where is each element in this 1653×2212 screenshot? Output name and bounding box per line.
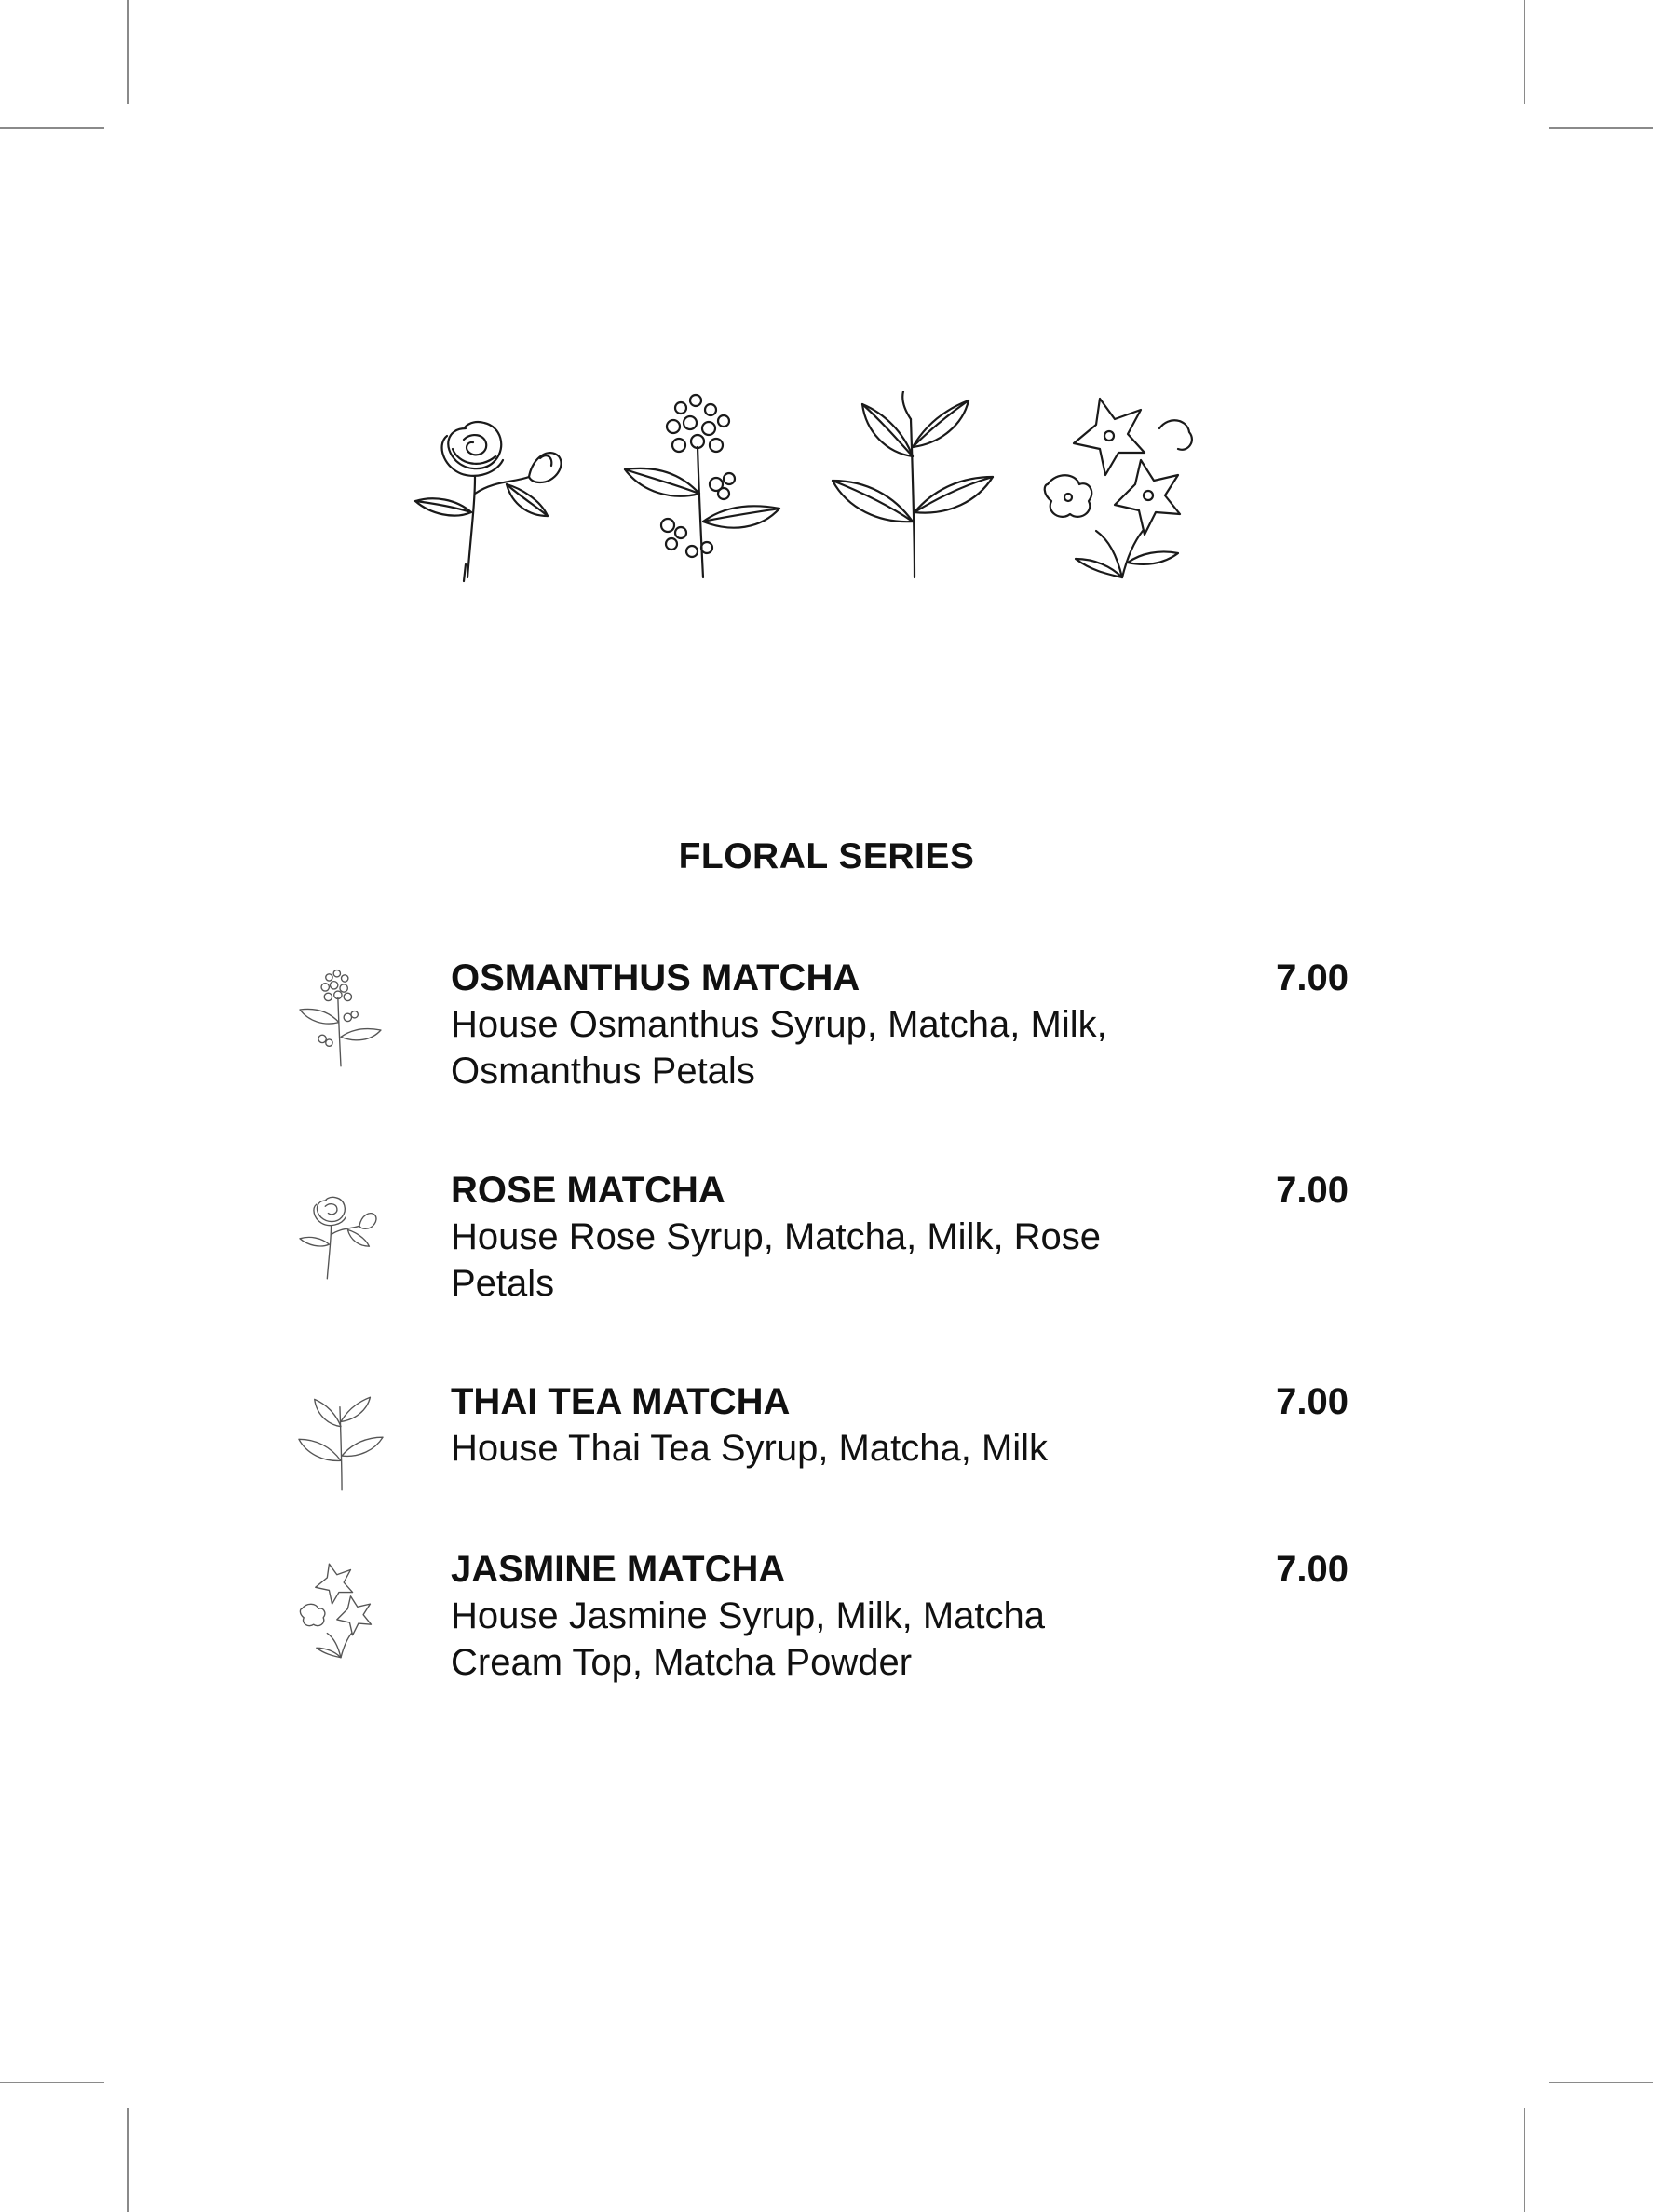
- item-description: House Osmanthus Syrup, Matcha, Milk, Osmanthus Petals: [451, 1004, 1107, 1092]
- item-name: ROSE MATCHA: [451, 1170, 725, 1211]
- item-description: House Jasmine Syrup, Milk, Matcha Cream Top, Matcha Powder: [451, 1595, 1046, 1683]
- rose-icon: [410, 391, 577, 587]
- menu-item: [0, 955, 1653, 1104]
- item-price: 7.00: [1276, 1170, 1348, 1211]
- item-description: House Rose Syrup, Matcha, Milk, Rose Petals: [451, 1216, 1102, 1304]
- osmanthus-icon: [296, 969, 386, 1071]
- crop-mark: [1524, 2108, 1525, 2212]
- rose-icon: [296, 1181, 386, 1283]
- item-name: JASMINE MATCHA: [451, 1549, 786, 1590]
- osmanthus-icon: [619, 391, 787, 587]
- crop-mark: [0, 2082, 104, 2083]
- jasmine-icon: [1038, 391, 1206, 587]
- jasmine-icon: [296, 1560, 386, 1662]
- crop-mark: [1549, 2082, 1653, 2083]
- item-name: THAI TEA MATCHA: [451, 1381, 791, 1422]
- tea-leaf-icon: [296, 1392, 386, 1495]
- crop-mark: [127, 0, 129, 104]
- item-name: OSMANTHUS MATCHA: [451, 957, 860, 998]
- section-title: FLORAL SERIES: [678, 836, 975, 876]
- item-price: 7.00: [1276, 1549, 1348, 1590]
- crop-mark: [127, 2108, 129, 2212]
- item-price: 7.00: [1276, 957, 1348, 998]
- crop-mark: [1524, 0, 1525, 104]
- item-price: 7.00: [1276, 1381, 1348, 1422]
- crop-mark: [0, 127, 104, 129]
- tea-leaf-icon: [829, 391, 996, 587]
- botanical-illustrations: [410, 391, 1211, 587]
- menu-item: [0, 1378, 1653, 1481]
- crop-mark: [1549, 127, 1653, 129]
- menu-item: [0, 1167, 1653, 1316]
- menu-item: [0, 1546, 1653, 1695]
- item-description: House Thai Tea Syrup, Matcha, Milk: [451, 1428, 1049, 1469]
